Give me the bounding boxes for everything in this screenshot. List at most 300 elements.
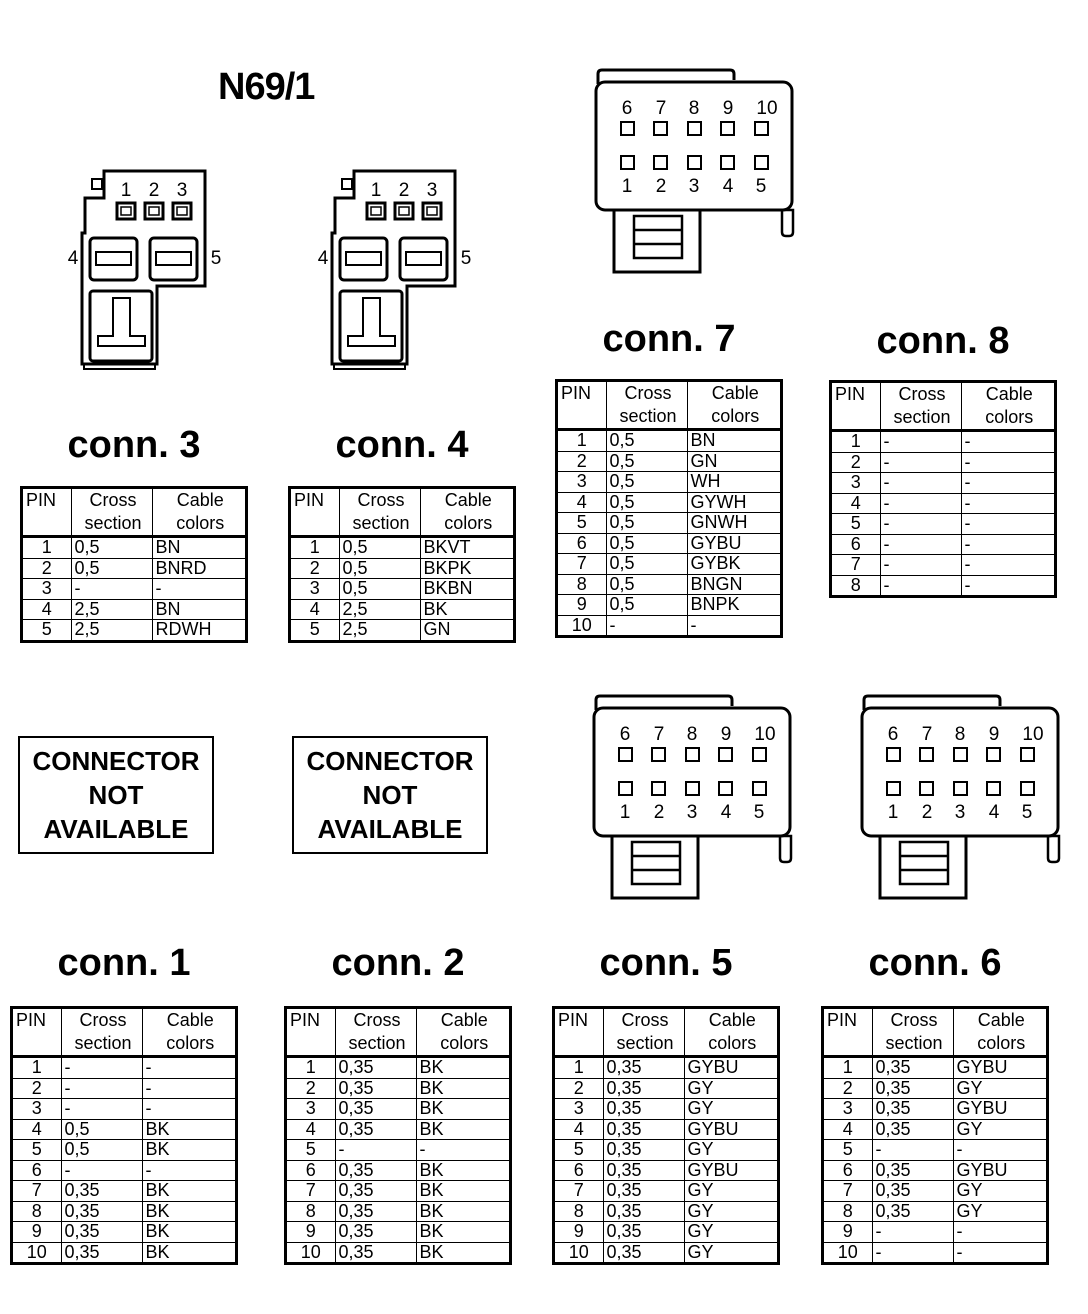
cable-color-value: GY xyxy=(953,1119,1048,1140)
cross-section-value: 0,5 xyxy=(606,430,687,452)
pin-label: 8 xyxy=(688,98,700,119)
cable-color-value: WH xyxy=(687,472,782,493)
table-row xyxy=(554,1099,779,1120)
pin-number: 2 xyxy=(831,452,881,473)
table-row xyxy=(22,558,247,579)
conn-4-table xyxy=(288,486,516,643)
cable-color-value: GNWH xyxy=(687,513,782,534)
conn-7-title: conn. 7 xyxy=(602,318,736,360)
pin-label: 1 xyxy=(120,180,132,201)
cable-color-value: GY xyxy=(684,1201,779,1222)
cross-section-value: 2,5 xyxy=(339,620,420,642)
cable-color-value: BK xyxy=(142,1140,237,1161)
pin-number: 5 xyxy=(286,1140,336,1161)
cross-section-value: - xyxy=(880,555,961,576)
pin-number: 8 xyxy=(12,1201,62,1222)
pin-number: 1 xyxy=(286,1057,336,1079)
pin-number: 4 xyxy=(12,1119,62,1140)
table-row xyxy=(286,1057,511,1079)
table-row xyxy=(22,537,247,559)
pin-number: 7 xyxy=(823,1181,873,1202)
table-row xyxy=(286,1242,511,1264)
cross-section-header: Cross section xyxy=(880,382,961,431)
cross-section-value: 0,5 xyxy=(606,451,687,472)
pin-label: 5 xyxy=(753,802,765,823)
cable-color-value: - xyxy=(953,1222,1048,1243)
cable-color-value: BK xyxy=(142,1242,237,1264)
cross-section-value: 0,35 xyxy=(335,1160,416,1181)
cross-section-value: 0,35 xyxy=(335,1057,416,1079)
cable-colors-header: Cable colors xyxy=(152,488,247,537)
cable-color-value: - xyxy=(961,555,1056,576)
cable-color-value: - xyxy=(961,431,1056,453)
cable-color-value: BK xyxy=(416,1201,511,1222)
pin-label: 8 xyxy=(954,724,966,745)
cross-section-value: - xyxy=(872,1222,953,1243)
cable-color-value: BK xyxy=(142,1181,237,1202)
pin-header: PIN xyxy=(286,1008,336,1057)
pin-label: 5 xyxy=(210,248,222,269)
conn-1-title: conn. 1 xyxy=(57,942,191,984)
table-row xyxy=(12,1201,237,1222)
table-row xyxy=(12,1242,237,1264)
cable-colors-header: Cable colors xyxy=(687,381,782,430)
cross-section-value: - xyxy=(880,575,961,597)
table-row xyxy=(823,1242,1048,1264)
pin-header: PIN xyxy=(557,381,607,430)
table-row xyxy=(557,513,782,534)
table-row xyxy=(554,1201,779,1222)
table-row xyxy=(554,1222,779,1243)
table-row xyxy=(286,1078,511,1099)
table-row xyxy=(823,1140,1048,1161)
table-row xyxy=(557,451,782,472)
na-line: NOT xyxy=(88,780,144,810)
cross-section-value: 0,35 xyxy=(61,1181,142,1202)
cross-section-value: 0,5 xyxy=(606,533,687,554)
connector-7-drawing xyxy=(590,66,805,280)
conn-3-title: conn. 3 xyxy=(67,424,201,466)
cross-section-value: 0,5 xyxy=(339,558,420,579)
pin-label: 6 xyxy=(619,724,631,745)
pin-number: 10 xyxy=(554,1242,604,1264)
cable-color-value: - xyxy=(961,534,1056,555)
pin-header: PIN xyxy=(831,382,881,431)
pin-label: 2 xyxy=(398,180,410,201)
cross-section-header: Cross section xyxy=(603,1008,684,1057)
cable-color-value: BK xyxy=(416,1057,511,1079)
cross-section-value: 0,35 xyxy=(603,1160,684,1181)
table-row xyxy=(823,1099,1048,1120)
cross-section-value: 0,35 xyxy=(335,1119,416,1140)
pin-number: 9 xyxy=(557,595,607,616)
connector-6-drawing xyxy=(856,692,1071,906)
table-row xyxy=(22,599,247,620)
pin-label: 5 xyxy=(1021,802,1033,823)
pin-number: 6 xyxy=(12,1160,62,1181)
cross-section-value: 0,35 xyxy=(61,1242,142,1264)
table-row xyxy=(557,595,782,616)
pin-number: 2 xyxy=(290,558,340,579)
table-row xyxy=(823,1057,1048,1079)
pin-label: 6 xyxy=(887,724,899,745)
table-row xyxy=(831,473,1056,494)
table-row xyxy=(831,452,1056,473)
pin-number: 7 xyxy=(286,1181,336,1202)
table-row xyxy=(831,575,1056,597)
pin-label: 3 xyxy=(176,180,188,201)
connector-not-available-box xyxy=(18,736,214,854)
table-row xyxy=(557,554,782,575)
cable-color-value: GY xyxy=(684,1140,779,1161)
conn-8-title: conn. 8 xyxy=(876,320,1010,362)
table-row xyxy=(286,1119,511,1140)
cross-section-value: 0,35 xyxy=(335,1222,416,1243)
pin-number: 6 xyxy=(831,534,881,555)
pin-number: 8 xyxy=(554,1201,604,1222)
cable-color-value: BNRD xyxy=(152,558,247,579)
pin-header: PIN xyxy=(22,488,72,537)
pin-label: 4 xyxy=(720,802,732,823)
connector-3-drawing xyxy=(60,168,230,372)
table-row xyxy=(12,1099,237,1120)
cross-section-value: - xyxy=(880,514,961,535)
table-row xyxy=(554,1119,779,1140)
table-row xyxy=(286,1099,511,1120)
cross-section-value: 0,5 xyxy=(339,537,420,559)
table-row xyxy=(12,1119,237,1140)
table-row xyxy=(290,558,515,579)
cable-color-value: BN xyxy=(152,599,247,620)
cable-color-value: - xyxy=(961,493,1056,514)
pin-number: 1 xyxy=(554,1057,604,1079)
pin-header: PIN xyxy=(823,1008,873,1057)
cross-section-value: - xyxy=(61,1057,142,1079)
pin-number: 3 xyxy=(554,1099,604,1120)
pin-number: 3 xyxy=(557,472,607,493)
table-row xyxy=(12,1057,237,1079)
table-row xyxy=(823,1160,1048,1181)
cross-section-value: 0,5 xyxy=(606,574,687,595)
cross-section-value: 0,35 xyxy=(335,1201,416,1222)
pin-number: 3 xyxy=(831,473,881,494)
cross-section-value: 0,35 xyxy=(872,1181,953,1202)
cable-color-value: - xyxy=(687,615,782,637)
cross-section-value: 0,35 xyxy=(872,1201,953,1222)
pin-number: 3 xyxy=(12,1099,62,1120)
cable-color-value: RDWH xyxy=(152,620,247,642)
cross-section-value: 0,35 xyxy=(872,1057,953,1079)
pin-number: 4 xyxy=(823,1119,873,1140)
pin-number: 5 xyxy=(823,1140,873,1161)
cable-color-value: GY xyxy=(953,1181,1048,1202)
cable-color-value: GN xyxy=(687,451,782,472)
pin-number: 6 xyxy=(286,1160,336,1181)
na-line: AVAILABLE xyxy=(317,814,463,844)
cable-color-value: BNPK xyxy=(687,595,782,616)
cable-colors-header: Cable colors xyxy=(416,1008,511,1057)
cable-color-value: GY xyxy=(684,1222,779,1243)
cable-color-value: GYBK xyxy=(687,554,782,575)
cross-section-value: 0,35 xyxy=(603,1078,684,1099)
pin-number: 10 xyxy=(557,615,607,637)
table-row xyxy=(557,472,782,493)
table-row xyxy=(12,1222,237,1243)
cross-section-value: - xyxy=(71,579,152,600)
pin-number: 8 xyxy=(286,1201,336,1222)
table-row xyxy=(286,1181,511,1202)
pin-label: 1 xyxy=(887,802,899,823)
pin-number: 8 xyxy=(557,574,607,595)
cross-section-header: Cross section xyxy=(872,1008,953,1057)
pin-label: 10 xyxy=(1022,724,1044,745)
cross-section-value: - xyxy=(335,1140,416,1161)
cross-section-value: 0,5 xyxy=(606,472,687,493)
cable-color-value: BK xyxy=(142,1222,237,1243)
table-row xyxy=(554,1242,779,1264)
pin-label: 1 xyxy=(621,176,633,197)
cross-section-value: - xyxy=(880,534,961,555)
table-row xyxy=(831,514,1056,535)
cable-color-value: GYBU xyxy=(953,1099,1048,1120)
pin-label: 3 xyxy=(954,802,966,823)
cross-section-value: 0,35 xyxy=(335,1181,416,1202)
table-row xyxy=(22,620,247,642)
cross-section-value: 2,5 xyxy=(71,620,152,642)
cable-colors-header: Cable colors xyxy=(961,382,1056,431)
pin-number: 4 xyxy=(286,1119,336,1140)
connector-not-available-box xyxy=(292,736,488,854)
table-row xyxy=(554,1181,779,1202)
cable-color-value: GYBU xyxy=(684,1119,779,1140)
table-row xyxy=(286,1222,511,1243)
cross-section-value: 0,35 xyxy=(61,1222,142,1243)
cable-color-value: - xyxy=(142,1160,237,1181)
pin-label: 9 xyxy=(722,98,734,119)
conn-5-title: conn. 5 xyxy=(599,942,733,984)
table-row xyxy=(831,534,1056,555)
pin-label: 7 xyxy=(653,724,665,745)
table-row xyxy=(12,1181,237,1202)
pin-number: 9 xyxy=(286,1222,336,1243)
cable-color-value: GYBU xyxy=(684,1160,779,1181)
cross-section-value: - xyxy=(61,1099,142,1120)
na-line: NOT xyxy=(362,780,418,810)
conn-6-table xyxy=(821,1006,1049,1265)
cross-section-value: 0,35 xyxy=(603,1099,684,1120)
table-row xyxy=(557,574,782,595)
pin-label: 4 xyxy=(988,802,1000,823)
cross-section-value: 0,35 xyxy=(335,1099,416,1120)
pin-number: 6 xyxy=(554,1160,604,1181)
cross-section-value: 0,35 xyxy=(603,1222,684,1243)
conn-2-title: conn. 2 xyxy=(331,942,465,984)
cross-section-value: 0,35 xyxy=(335,1078,416,1099)
na-line: CONNECTOR xyxy=(32,746,200,776)
table-row xyxy=(823,1201,1048,1222)
cable-color-value: - xyxy=(961,514,1056,535)
pin-number: 1 xyxy=(22,537,72,559)
cross-section-value: 0,5 xyxy=(61,1119,142,1140)
cross-section-value: 0,5 xyxy=(606,513,687,534)
cable-color-value: BKBN xyxy=(420,579,515,600)
pin-number: 5 xyxy=(831,514,881,535)
pin-number: 3 xyxy=(290,579,340,600)
pin-label: 4 xyxy=(722,176,734,197)
pin-number: 3 xyxy=(823,1099,873,1120)
cable-color-value: - xyxy=(142,1078,237,1099)
cable-color-value: - xyxy=(142,1057,237,1079)
pin-number: 5 xyxy=(290,620,340,642)
cable-color-value: - xyxy=(152,579,247,600)
pin-header: PIN xyxy=(290,488,340,537)
cable-color-value: GN xyxy=(420,620,515,642)
conn-2-table xyxy=(284,1006,512,1265)
pin-number: 4 xyxy=(831,493,881,514)
pin-label: 10 xyxy=(754,724,776,745)
cross-section-value: - xyxy=(880,431,961,453)
cross-section-value: - xyxy=(872,1242,953,1264)
table-row xyxy=(22,579,247,600)
cross-section-value: 2,5 xyxy=(71,599,152,620)
cross-section-value: 0,5 xyxy=(606,595,687,616)
cable-color-value: BKPK xyxy=(420,558,515,579)
cable-color-value: BK xyxy=(142,1119,237,1140)
cross-section-value: - xyxy=(61,1160,142,1181)
page-title: N69/1 xyxy=(218,66,315,108)
cable-color-value: - xyxy=(961,452,1056,473)
cross-section-header: Cross section xyxy=(335,1008,416,1057)
cable-color-value: - xyxy=(953,1242,1048,1264)
pin-label: 1 xyxy=(370,180,382,201)
cable-color-value: GY xyxy=(953,1078,1048,1099)
conn-1-table xyxy=(10,1006,238,1265)
cross-section-value: 0,35 xyxy=(872,1119,953,1140)
cable-color-value: GYBU xyxy=(684,1057,779,1079)
pin-label: 2 xyxy=(921,802,933,823)
pin-label: 8 xyxy=(686,724,698,745)
cross-section-value: 0,5 xyxy=(606,554,687,575)
pin-label: 3 xyxy=(686,802,698,823)
pin-label: 9 xyxy=(988,724,1000,745)
table-row xyxy=(12,1160,237,1181)
table-row xyxy=(557,615,782,637)
table-row xyxy=(823,1222,1048,1243)
cable-color-value: - xyxy=(142,1099,237,1120)
cable-color-value: GYBU xyxy=(953,1160,1048,1181)
cross-section-value: 0,35 xyxy=(603,1201,684,1222)
cable-color-value: GY xyxy=(684,1078,779,1099)
pin-number: 1 xyxy=(290,537,340,559)
cable-color-value: BKVT xyxy=(420,537,515,559)
pin-header: PIN xyxy=(12,1008,62,1057)
pin-label: 1 xyxy=(619,802,631,823)
pin-number: 10 xyxy=(12,1242,62,1264)
cable-color-value: BK xyxy=(416,1181,511,1202)
pin-number: 9 xyxy=(554,1222,604,1243)
pin-number: 3 xyxy=(286,1099,336,1120)
pin-number: 7 xyxy=(831,555,881,576)
conn-8-table xyxy=(829,380,1057,598)
pin-label: 7 xyxy=(655,98,667,119)
cross-section-value: - xyxy=(872,1140,953,1161)
pin-number: 9 xyxy=(12,1222,62,1243)
pin-label: 2 xyxy=(148,180,160,201)
pin-header: PIN xyxy=(554,1008,604,1057)
table-row xyxy=(290,537,515,559)
cross-section-value: 0,35 xyxy=(603,1140,684,1161)
cross-section-value: 0,5 xyxy=(71,558,152,579)
cable-color-value: BK xyxy=(416,1078,511,1099)
table-row xyxy=(831,493,1056,514)
cable-color-value: BN xyxy=(687,430,782,452)
pin-number: 10 xyxy=(823,1242,873,1264)
cross-section-value: - xyxy=(606,615,687,637)
cross-section-value: 2,5 xyxy=(339,599,420,620)
pin-number: 8 xyxy=(823,1201,873,1222)
pin-label: 10 xyxy=(756,98,778,119)
pin-label: 2 xyxy=(653,802,665,823)
pin-number: 4 xyxy=(554,1119,604,1140)
table-row xyxy=(831,555,1056,576)
table-row xyxy=(290,599,515,620)
conn-7-table xyxy=(555,379,783,638)
cable-color-value: GYBU xyxy=(953,1057,1048,1079)
pin-label: 5 xyxy=(755,176,767,197)
table-row xyxy=(290,579,515,600)
cross-section-value: - xyxy=(61,1078,142,1099)
cross-section-value: - xyxy=(880,493,961,514)
pin-number: 5 xyxy=(12,1140,62,1161)
pin-number: 1 xyxy=(831,431,881,453)
pin-number: 4 xyxy=(290,599,340,620)
table-row xyxy=(12,1140,237,1161)
na-line: AVAILABLE xyxy=(43,814,189,844)
cable-color-value: BK xyxy=(416,1242,511,1264)
cross-section-value: 0,35 xyxy=(61,1201,142,1222)
pin-label: 9 xyxy=(720,724,732,745)
cross-section-value: 0,35 xyxy=(872,1078,953,1099)
pin-number: 3 xyxy=(22,579,72,600)
pin-number: 2 xyxy=(554,1078,604,1099)
pin-label: 4 xyxy=(317,248,329,269)
pin-number: 5 xyxy=(22,620,72,642)
cable-color-value: BK xyxy=(416,1222,511,1243)
pin-label: 4 xyxy=(67,248,79,269)
table-row xyxy=(286,1140,511,1161)
table-row xyxy=(554,1160,779,1181)
table-row xyxy=(831,431,1056,453)
cross-section-value: 0,35 xyxy=(872,1160,953,1181)
pin-number: 10 xyxy=(286,1242,336,1264)
pin-number: 5 xyxy=(554,1140,604,1161)
pin-number: 1 xyxy=(557,430,607,452)
cross-section-header: Cross section xyxy=(71,488,152,537)
cable-color-value: BK xyxy=(416,1119,511,1140)
connector-4-drawing xyxy=(310,168,480,372)
table-row xyxy=(557,533,782,554)
cable-color-value: GY xyxy=(684,1099,779,1120)
cable-color-value: GY xyxy=(953,1201,1048,1222)
cross-section-value: 0,35 xyxy=(603,1057,684,1079)
cross-section-value: - xyxy=(880,452,961,473)
table-row xyxy=(823,1119,1048,1140)
cable-color-value: BN xyxy=(152,537,247,559)
cable-colors-header: Cable colors xyxy=(684,1008,779,1057)
table-row xyxy=(12,1078,237,1099)
connector-5-drawing xyxy=(588,692,803,906)
cross-section-value: 0,35 xyxy=(335,1242,416,1264)
